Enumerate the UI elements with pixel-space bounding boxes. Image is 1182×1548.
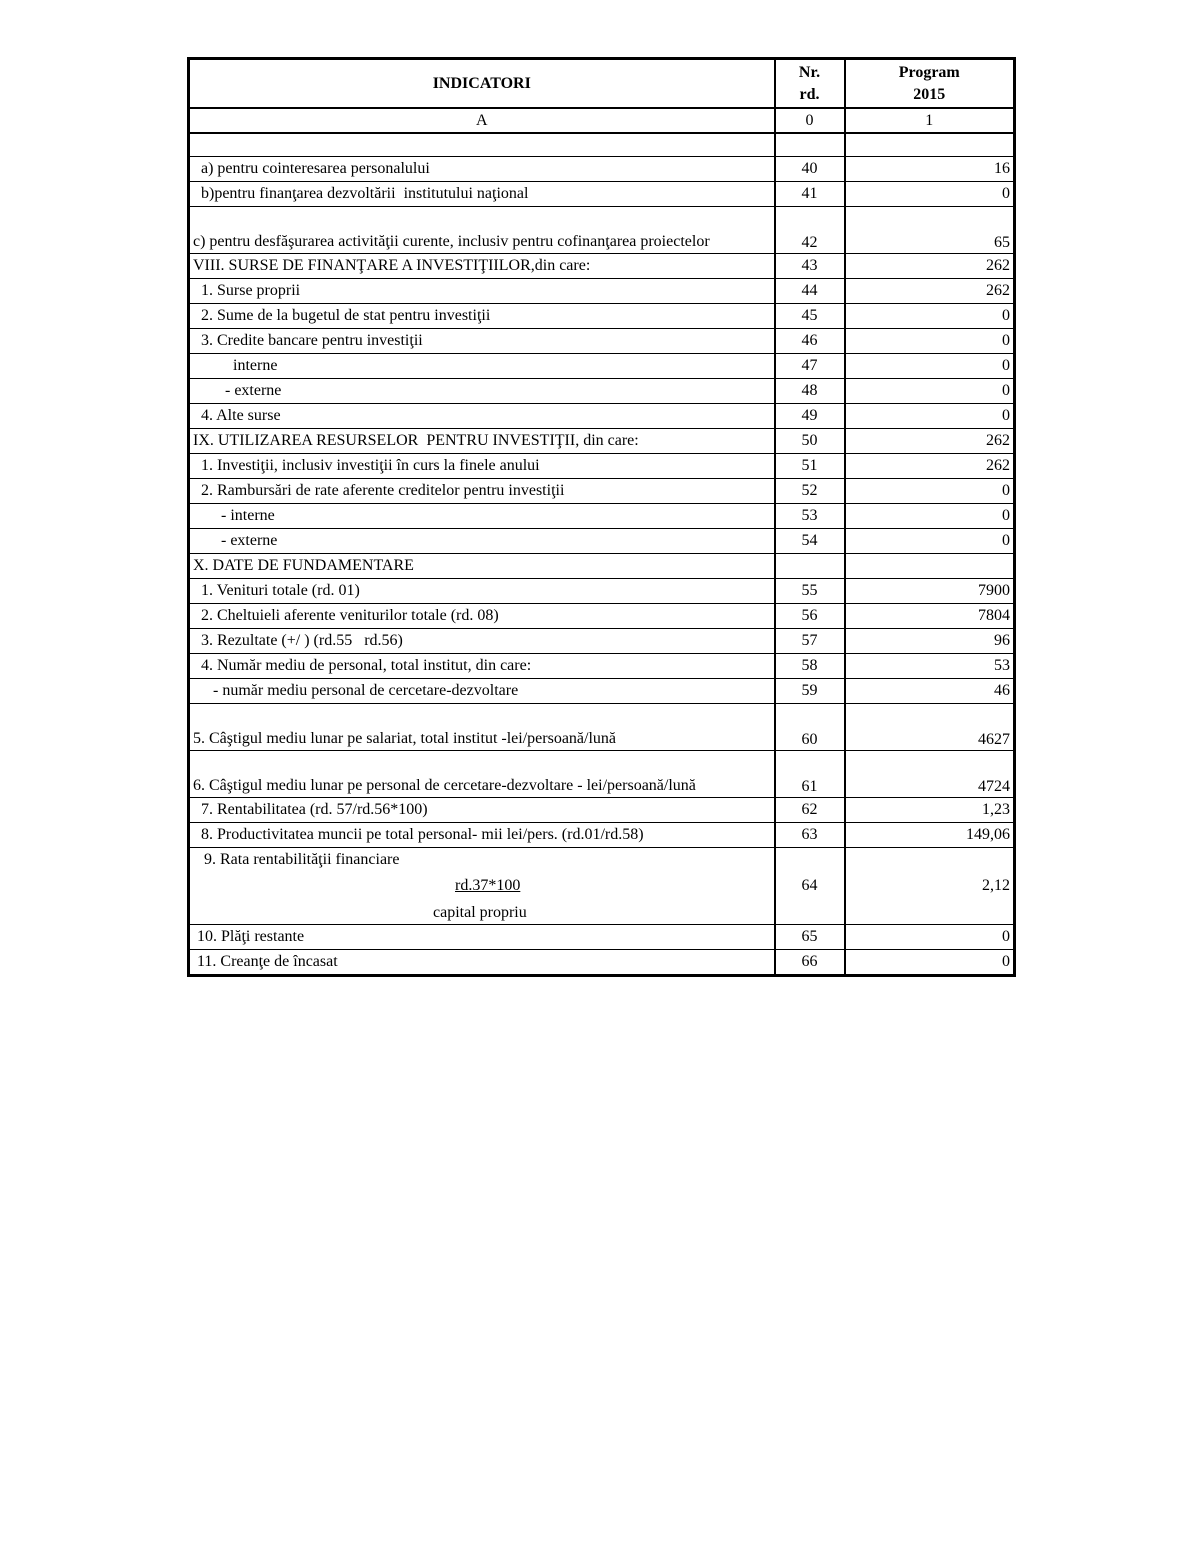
header-nr-line2: rd. xyxy=(799,85,820,103)
subheader-indicator: A xyxy=(189,108,775,133)
program-value: 53 xyxy=(845,654,1015,679)
rate-formula xyxy=(190,848,774,924)
table-row xyxy=(189,157,1015,182)
row-number: 40 xyxy=(775,157,845,182)
program-value: 2,12 xyxy=(845,848,1015,925)
subheader-program: 1 xyxy=(845,108,1015,133)
table-row xyxy=(189,925,1015,950)
row-number: 52 xyxy=(775,479,845,504)
indicator-label: 11. Creanţe de încasat xyxy=(189,950,775,976)
indicator-label: 3. Credite bancare pentru investiţii xyxy=(189,329,775,354)
program-value: 0 xyxy=(845,529,1015,554)
table-row xyxy=(189,529,1015,554)
table-row xyxy=(189,679,1015,704)
program-value: 0 xyxy=(845,504,1015,529)
program-value: 4627 xyxy=(845,704,1015,751)
program-value: 0 xyxy=(845,950,1015,976)
table-row xyxy=(189,751,1015,798)
table-row xyxy=(189,182,1015,207)
row-number: 53 xyxy=(775,504,845,529)
program-value: 7900 xyxy=(845,579,1015,604)
program-value: 96 xyxy=(845,629,1015,654)
row-number: 58 xyxy=(775,654,845,679)
header-program xyxy=(845,59,1015,109)
row-number: 57 xyxy=(775,629,845,654)
indicator-label: 7. Rentabilitatea (rd. 57/rd.56*100) xyxy=(189,798,775,823)
rate-numerator: rd.37*100 xyxy=(455,877,521,894)
row-number: 62 xyxy=(775,798,845,823)
row-number: 64 xyxy=(775,848,845,925)
rate-title: 9. Rata rentabilităţii financiare xyxy=(196,851,400,868)
indicators-sheet xyxy=(187,57,1013,977)
row-number: 51 xyxy=(775,454,845,479)
program-value: 149,06 xyxy=(845,823,1015,848)
indicator-label: - număr mediu personal de cercetare-dezvoltare xyxy=(189,679,775,704)
row-number: 41 xyxy=(775,182,845,207)
rate-denominator: capital propriu xyxy=(433,904,527,921)
table-row xyxy=(189,479,1015,504)
row-number: 65 xyxy=(775,925,845,950)
program-value: 16 xyxy=(845,157,1015,182)
program-value: 0 xyxy=(845,404,1015,429)
row-number: 63 xyxy=(775,823,845,848)
indicator-label: - externe xyxy=(189,379,775,404)
table-row xyxy=(189,354,1015,379)
indicator-label: 6. Câştigul mediu lunar pe personal de cercetare-dezvoltare - lei/persoană/lună xyxy=(189,751,775,798)
table-row xyxy=(189,379,1015,404)
row-number: 54 xyxy=(775,529,845,554)
indicator-label: 2. Cheltuieli aferente veniturilor totale (rd. 08) xyxy=(189,604,775,629)
indicator-label: 1. Surse proprii xyxy=(189,279,775,304)
table-row xyxy=(189,404,1015,429)
table-row xyxy=(189,504,1015,529)
program-value: 1,23 xyxy=(845,798,1015,823)
indicators-table xyxy=(187,57,1016,977)
indicator-label: b)pentru finanţarea dezvoltării institutului naţional xyxy=(189,182,775,207)
blank-cell xyxy=(845,133,1015,157)
program-value: 7804 xyxy=(845,604,1015,629)
indicator-label: a) pentru cointeresarea personalului xyxy=(189,157,775,182)
row-number: 60 xyxy=(775,704,845,751)
table-row xyxy=(189,654,1015,679)
row-number: 55 xyxy=(775,579,845,604)
row-number: 59 xyxy=(775,679,845,704)
table-row xyxy=(189,279,1015,304)
indicator-label xyxy=(189,848,775,925)
program-value: 0 xyxy=(845,182,1015,207)
indicator-label: interne xyxy=(189,354,775,379)
indicator-label: 3. Rezultate (+/ ) (rd.55 rd.56) xyxy=(189,629,775,654)
table-row xyxy=(189,454,1015,479)
table-row xyxy=(189,329,1015,354)
table-row xyxy=(189,554,1015,579)
program-value: 0 xyxy=(845,379,1015,404)
table-row xyxy=(189,950,1015,976)
program-value: 4724 xyxy=(845,751,1015,798)
table-row xyxy=(189,823,1015,848)
table-row xyxy=(189,798,1015,823)
table-row xyxy=(189,207,1015,254)
indicator-label: - interne xyxy=(189,504,775,529)
indicator-label: 5. Câştigul mediu lunar pe salariat, total institut -lei/persoană/lună xyxy=(189,704,775,751)
table-row xyxy=(189,429,1015,454)
row-number: 45 xyxy=(775,304,845,329)
table-row xyxy=(189,579,1015,604)
table-row xyxy=(189,704,1015,751)
indicator-label: c) pentru desfăşurarea activităţii curente, inclusiv pentru cofinanţarea proiectelor xyxy=(189,207,775,254)
indicator-label: - externe xyxy=(189,529,775,554)
row-number: 44 xyxy=(775,279,845,304)
table-row xyxy=(189,604,1015,629)
header-indicator: INDICATORI xyxy=(189,59,775,109)
indicator-label: X. DATE DE FUNDAMENTARE xyxy=(189,554,775,579)
program-value: 0 xyxy=(845,354,1015,379)
header-nr xyxy=(775,59,845,109)
row-number: 43 xyxy=(775,254,845,279)
header-program-line2: 2015 xyxy=(913,85,946,103)
indicator-label: 1. Investiţii, inclusiv investiţii în curs la finele anului xyxy=(189,454,775,479)
program-value: 0 xyxy=(845,479,1015,504)
program-value: 65 xyxy=(845,207,1015,254)
row-number: 61 xyxy=(775,751,845,798)
program-value: 0 xyxy=(845,304,1015,329)
indicator-label: 10. Plăţi restante xyxy=(189,925,775,950)
table-row xyxy=(189,304,1015,329)
table-row xyxy=(189,254,1015,279)
indicator-label: 4. Alte surse xyxy=(189,404,775,429)
row-number: 49 xyxy=(775,404,845,429)
table-row xyxy=(189,848,1015,925)
program-value: 46 xyxy=(845,679,1015,704)
program-value xyxy=(845,554,1015,579)
row-number: 48 xyxy=(775,379,845,404)
table-row xyxy=(189,629,1015,654)
indicator-label: IX. UTILIZAREA RESURSELOR PENTRU INVESTIŢII, din care: xyxy=(189,429,775,454)
subheader-nr: 0 xyxy=(775,108,845,133)
program-value: 262 xyxy=(845,279,1015,304)
blank-cell xyxy=(775,133,845,157)
indicator-label: 4. Număr mediu de personal, total institut, din care: xyxy=(189,654,775,679)
row-number: 50 xyxy=(775,429,845,454)
program-value: 262 xyxy=(845,454,1015,479)
subheader-row xyxy=(189,108,1015,133)
row-number: 56 xyxy=(775,604,845,629)
indicator-label: 2. Rambursări de rate aferente creditelor pentru investiţii xyxy=(189,479,775,504)
blank-cell xyxy=(189,133,775,157)
row-number: 66 xyxy=(775,950,845,976)
row-number: 42 xyxy=(775,207,845,254)
row-number: 46 xyxy=(775,329,845,354)
header-nr-line1: Nr. xyxy=(798,63,821,81)
indicator-label: VIII. SURSE DE FINANŢARE A INVESTIŢIILOR,din care: xyxy=(189,254,775,279)
row-number: 47 xyxy=(775,354,845,379)
program-value: 262 xyxy=(845,429,1015,454)
indicator-label: 1. Venituri totale (rd. 01) xyxy=(189,579,775,604)
row-number xyxy=(775,554,845,579)
program-value: 0 xyxy=(845,329,1015,354)
indicator-label: 8. Productivitatea muncii pe total personal- mii lei/pers. (rd.01/rd.58) xyxy=(189,823,775,848)
blank-row xyxy=(189,133,1015,157)
program-value: 0 xyxy=(845,925,1015,950)
indicator-label: 2. Sume de la bugetul de stat pentru investiţii xyxy=(189,304,775,329)
program-value: 262 xyxy=(845,254,1015,279)
header-row xyxy=(189,59,1015,109)
header-program-line1: Program xyxy=(898,63,960,81)
